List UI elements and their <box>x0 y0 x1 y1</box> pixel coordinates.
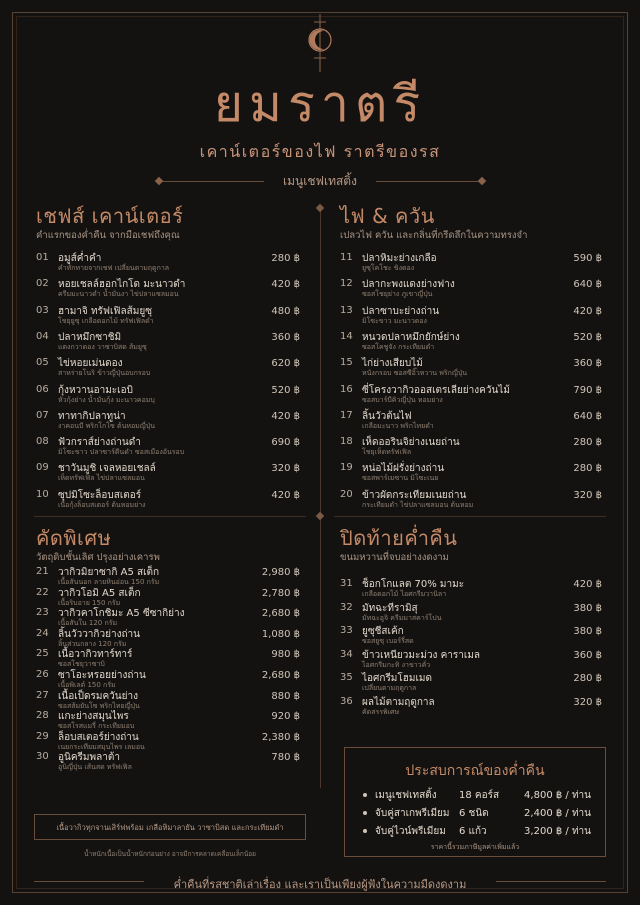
menu-item-name: ไอศกรีมโฮมเมด <box>362 673 432 685</box>
menu-item-number: 07 <box>36 409 49 421</box>
menu-item-description: ยูซุโคโชะ ขิงดอง <box>362 264 415 272</box>
menu-item-description: เนื้อสันนอก ลายหินอ่อน 150 กรัม <box>58 578 160 586</box>
menu-item-price: 2,680 ฿ <box>261 608 300 620</box>
experience-qty: 6 ชนิด <box>459 808 489 819</box>
experience-box <box>344 747 606 857</box>
experience-note: ราคานี้รวมภาษีมูลค่าเพิ่มแล้ว <box>430 843 520 851</box>
menu-item-description: ซอสโชยุวาซาบิ <box>58 660 105 669</box>
menu-item-name: ช็อกโกแลต 70% มามะ <box>362 579 465 590</box>
menu-item-price: 380 ฿ <box>573 602 602 614</box>
menu-item-price: 320 ฿ <box>573 697 602 708</box>
menu-item-number: 13 <box>340 304 353 316</box>
menu-item <box>340 277 602 303</box>
weight-footnote: น้ำหนักเนื้อเป็นน้ำหนักก่อนย่าง อาจมีการคลาดเคลื่อนเล็กน้อย <box>84 850 256 858</box>
menu-item-name: เห็ดออรินจิย่างเนยถ่าน <box>362 437 460 449</box>
menu-item-number: 27 <box>36 689 49 701</box>
column-divider <box>320 208 321 788</box>
menu-item <box>36 356 300 382</box>
menu-item-description: งาคอนบี พริกโกโซ ต้นหอมญี่ปุ่น <box>58 421 155 430</box>
menu-item-description: แตงกวาดอง วาซาบิสด ส้มยูซุ <box>58 342 147 351</box>
menu-item-number: 12 <box>340 278 353 290</box>
menu-item-name: ลิ้นวัวต้นไฟ <box>362 410 412 422</box>
menu-item <box>340 383 602 409</box>
menu-item-number: 09 <box>36 462 49 474</box>
menu-item-price: 2,380 ฿ <box>261 731 300 743</box>
tagline: เคาน์เตอร์ของไฟ ราตรีของรส <box>199 142 441 161</box>
menu-item-description: คำทักทายจากเชฟ เปลี่ยนตามฤดูกาล <box>58 264 170 272</box>
menu-item <box>36 304 300 330</box>
menu-item-description: ครีมมะนาวดำ น้ำมันงา ไข่ปลาแซลมอน <box>58 290 179 299</box>
experience-row <box>363 788 591 802</box>
menu-item-name: ฮามาจิ ทรัฟเฟิลส้มยูซุ <box>58 305 152 317</box>
experience-row <box>363 806 591 820</box>
menu-item-price: 590 ฿ <box>573 253 602 264</box>
experience-name: เมนูเชฟเทสติ้ง <box>375 790 437 801</box>
menu-item-description: ลิ้นส่วนกลาง 120 กรัม <box>58 639 127 648</box>
menu-item-price: 2,780 ฿ <box>261 587 300 599</box>
section-separator-left <box>34 516 306 517</box>
menu-item-name: ยูซุชีสเค้ก <box>362 626 404 638</box>
wagyu-note-box <box>34 814 306 840</box>
section-subtitle-fire-smoke: เปลวไฟ ควัน และกลิ่นที่กรีดลึกในความทรงจำ <box>340 230 528 241</box>
bullet-icon <box>363 793 367 797</box>
menu-item-number: 08 <box>36 436 49 448</box>
menu-item <box>36 251 300 277</box>
menu-item-name: ลิ้นวัววากิวย่างถ่าน <box>58 628 140 640</box>
experience-row <box>363 824 591 838</box>
menu-item-number: 34 <box>340 648 353 660</box>
menu-item-number: 16 <box>340 383 353 395</box>
menu-item-description: เปลี่ยนตามฤดูกาล <box>362 684 417 693</box>
section-subtitle-dessert: ขนมหวานที่จบอย่างงดงาม <box>340 552 449 563</box>
menu-item-description: กระเทียมดำ ไข่ปลาแซลมอน ต้นหอม <box>362 500 474 509</box>
menu-item-number: 18 <box>340 436 353 448</box>
menu-item <box>340 601 602 627</box>
menu-item <box>340 577 602 603</box>
menu-name: เมนูเชฟเทสติ้ง <box>283 174 357 188</box>
menu-item-price: 1,080 ฿ <box>261 628 300 640</box>
crescent-moon-logo-icon <box>302 14 338 72</box>
menu-item-number: 01 <box>36 252 49 263</box>
menu-item-name: แกะย่างสมุนไพร <box>58 711 129 723</box>
menu-item-name: อมูส์ค่ำคำ <box>58 253 102 264</box>
menu-item-description: ซอสยูซุ เบอร์รี่สด <box>362 637 414 646</box>
menu-item <box>36 488 300 514</box>
menu-item <box>36 435 300 461</box>
menu-item-price: 280 ฿ <box>573 437 602 449</box>
menu-item-name: ซุปมิโซะล็อบสเตอร์ <box>58 489 142 501</box>
menu-item-price: 280 ฿ <box>573 673 602 685</box>
menu-item-description: ซอสโรสแมรี่ กระเทียมอบ <box>58 722 135 731</box>
section-subtitle-special: วัตถุดิบชั้นเลิศ ปรุงอย่างเคารพ <box>36 552 160 563</box>
experience-price: 4,800 ฿ / ท่าน <box>524 790 591 801</box>
menu-item-name: ไข่หอยเม่นดอง <box>58 358 123 370</box>
menu-item-price: 480 ฿ <box>271 305 300 317</box>
menu-item-description: หัวกุ้งย่าง น้ำมันกุ้ง มะนาวคอมบุ <box>58 395 155 404</box>
menu-item-number: 15 <box>340 357 353 369</box>
menu-item-price: 280 ฿ <box>271 253 300 264</box>
menu-item-price: 420 ฿ <box>271 410 300 422</box>
menu-item-price: 520 ฿ <box>573 331 602 343</box>
menu-item-price: 420 ฿ <box>573 579 602 590</box>
menu-item-description: สาหร่ายโนริ ข้าวญี่ปุ่นอบกรอบ <box>58 369 151 378</box>
menu-item-description: มิโซะขาว ปลาซาร์ดีนดำ ซอสเมืองอันรอบ <box>58 448 185 457</box>
menu-item-description: อูนิญี่ปุ่น เส้นสด ทรัฟเฟิล <box>58 763 132 772</box>
menu-item-price: 420 ฿ <box>573 305 602 317</box>
menu-item-description: ซอสพาร์เมซาน มิโซะเนย <box>362 474 439 483</box>
menu-item-price: 420 ฿ <box>271 489 300 501</box>
menu-item-price: 2,980 ฿ <box>261 567 300 578</box>
menu-item <box>340 251 602 277</box>
menu-item-description: คัดสรรพิเศษ <box>362 708 400 716</box>
section-title-chefs-counter: เชฟส์ เคาน์เตอร์ <box>36 204 184 228</box>
menu-item-description: เกลือดอกไม้ ไอศกรีมวานิลา <box>362 590 447 598</box>
menu-item-number: 25 <box>36 648 49 660</box>
menu-item <box>36 409 300 435</box>
menu-item-price: 380 ฿ <box>573 626 602 638</box>
menu-item-price: 320 ฿ <box>573 489 602 501</box>
section-title-fire-smoke: ไฟ & ควัน <box>340 204 435 228</box>
menu-item-price: 2,680 ฿ <box>261 670 300 681</box>
menu-item-name: วากิวคาโกชิมะ A5 ซีซากิย่าง <box>58 608 185 620</box>
menu-item-number: 10 <box>36 488 49 500</box>
menu-item-name: ฟัวกราส์ย่างถ่านดำ <box>58 437 141 449</box>
menu-item-number: 11 <box>340 252 353 263</box>
section-subtitle-chefs-counter: คำแรกของค่ำคืน จากมือเชฟถึงคุณ <box>36 230 180 241</box>
menu-item-name: เนื้อเป็ดรมควันย่าง <box>58 690 138 702</box>
bullet-icon <box>363 829 367 833</box>
menu-item-name: อูนิครีมพลาต้า <box>58 752 120 764</box>
menu-item-price: 640 ฿ <box>573 279 602 291</box>
menu-item-price: 320 ฿ <box>271 463 300 475</box>
menu-item-name: หน่อไม้ฝรั่งย่างถ่าน <box>362 463 445 475</box>
menu-item-name: วากิวโอมิ A5 สเต็ก <box>58 587 141 599</box>
menu-item-number: 06 <box>36 383 49 395</box>
menu-item-description: เห็ดทรัฟเฟิล ไข่ปลาแซลมอน <box>58 474 145 483</box>
section-separator-right <box>334 516 606 517</box>
menu-item-name: ชาวันมูชิ เจลหอยเชลล์ <box>58 463 156 475</box>
menu-item <box>340 435 602 461</box>
menu-item-price: 280 ฿ <box>573 463 602 475</box>
menu-item-number: 22 <box>36 586 49 598</box>
menu-item-name: ปลาหมึกซาชิมิ <box>58 331 122 343</box>
menu-item-price: 420 ฿ <box>271 279 300 291</box>
menu-item-description: เกลือมะนาว พริกไทยดำ <box>362 421 434 430</box>
menu-item-price: 620 ฿ <box>271 358 300 370</box>
experience-price: 3,200 ฿ / ท่าน <box>524 826 591 837</box>
menu-item-description: มัทฉะอูจิ ครีมมาสคาร์โปน <box>362 613 442 622</box>
bullet-icon <box>363 811 367 815</box>
menu-item-name: วากิวมิยาซากิ A5 สเต็ก <box>58 567 160 578</box>
menu-item-price: 360 ฿ <box>573 358 602 370</box>
menu-item <box>340 356 602 382</box>
menu-item-number: 23 <box>36 607 49 619</box>
menu-item-name: ข้าวเหนียวมะม่วง คาราเมล <box>362 649 481 661</box>
menu-item-price: 360 ฿ <box>573 649 602 661</box>
menu-item <box>36 750 300 776</box>
menu-item-name: ซาโอะหรอยย่างถ่าน <box>58 670 146 681</box>
experience-name: จับคู่ไวน์พรีเมียม <box>375 826 446 837</box>
menu-item <box>340 648 602 674</box>
menu-item-number: 24 <box>36 627 49 639</box>
banner-rule-right <box>376 181 480 182</box>
menu-item <box>340 695 602 721</box>
menu-item-name: ปลาหิมะย่างเกลือ <box>362 253 437 264</box>
restaurant-title: ยมราตรี <box>213 75 427 133</box>
experience-qty: 18 คอร์ส <box>459 790 500 801</box>
menu-item-number: 14 <box>340 330 353 342</box>
menu-item-number: 20 <box>340 488 353 500</box>
menu-item-name: หนวดปลาหมึกยักษ์ย่าง <box>362 331 460 343</box>
menu-name-banner <box>0 172 640 192</box>
section-title-special: คัดพิเศษ <box>36 526 112 550</box>
menu-item <box>340 488 602 514</box>
menu-item <box>340 409 602 435</box>
menu-item-name: ไก่ย่างเสียบไม้ <box>362 358 423 370</box>
menu-item-price: 880 ฿ <box>271 690 300 702</box>
menu-item <box>36 383 300 409</box>
menu-item <box>340 461 602 487</box>
menu-item-number: 36 <box>340 696 353 707</box>
menu-item-price: 520 ฿ <box>271 384 300 396</box>
menu-item-description: ซอสบาร์บีคิวญี่ปุ่น หอมย่าง <box>362 395 443 404</box>
menu-item-number: 26 <box>36 669 49 680</box>
menu-item-description: เนื้อพิเลต์ 150 กรัม <box>58 681 116 689</box>
menu-item-number: 35 <box>340 672 353 684</box>
menu-item-name: ปลากะพงแดงย่างฟาง <box>362 279 455 291</box>
menu-item-name: ปลาซาบะย่างถ่าน <box>362 305 440 317</box>
menu-item-price: 690 ฿ <box>271 437 300 449</box>
menu-item-description: โชยุยูซุ เกลือดอกไม้ ทรัฟเฟิลดำ <box>58 316 154 325</box>
menu-item-number: 17 <box>340 409 353 421</box>
menu-item-price: 780 ฿ <box>271 752 300 764</box>
menu-item-number: 05 <box>36 357 49 369</box>
menu-item-number: 29 <box>36 730 49 742</box>
menu-item-description: ซอสส้มยันโซ พริกไทยญี่ปุ่น <box>58 701 140 710</box>
menu-item-number: 33 <box>340 625 353 637</box>
menu-item <box>36 277 300 303</box>
menu-item <box>36 330 300 356</box>
menu-item-name: เนื้อวากิวทาร์ทาร์ <box>58 649 133 661</box>
menu-item-number: 30 <box>36 751 49 763</box>
menu-item-name: ผลไม้ตามฤดูกาล <box>362 697 435 708</box>
menu-item-number: 32 <box>340 601 353 613</box>
footer-rule-right <box>496 881 606 882</box>
menu-item-description: ไอศกรีมกะทิ งาขาวคั่ว <box>362 660 431 669</box>
menu-item-price: 980 ฿ <box>271 649 300 661</box>
menu-item-price: 920 ฿ <box>271 711 300 723</box>
menu-item-number: 02 <box>36 278 49 290</box>
menu-item-name: ทาทากิปลาทูน่า <box>58 410 126 422</box>
menu-item-description: โชยุเห็ดทรัฟเฟิล <box>362 448 412 457</box>
menu-item-number: 04 <box>36 330 49 342</box>
menu-item <box>340 304 602 330</box>
menu-item-name: ซี่โครงวากิวออสเตรเลียย่างควันไม้ <box>362 384 510 396</box>
menu-item-description: หนังกรอบ ซอสซีอิ๊วหวาน พริกญี่ปุ่น <box>362 369 468 378</box>
section-title-dessert: ปิดท้ายค่ำคืน <box>340 526 458 550</box>
menu-item <box>340 330 602 356</box>
menu-item <box>36 461 300 487</box>
menu-item-price: 790 ฿ <box>573 384 602 396</box>
menu-item-number: 31 <box>340 578 353 589</box>
menu-item-price: 360 ฿ <box>271 331 300 343</box>
menu-item-description: เนื้อสันใน 120 กรัม <box>58 619 118 628</box>
menu-item-name: กุ้งหวานอามะเอบิ <box>58 384 133 396</box>
menu-item-name: ล็อบสเตอร์ย่างถ่าน <box>58 731 139 743</box>
wagyu-note: เนื้อวากิวทุกจานเสิร์ฟพร้อม เกลือหิมาลายัน วาซาบิสด และกระเทียมดำ <box>56 823 284 832</box>
menu-item <box>340 624 602 650</box>
menu-item-description: ซอสโคชูจัง กระเทียมดำ <box>362 342 435 351</box>
experience-name: จับคู่สาเกพรีเมียม <box>375 808 450 819</box>
footer-tagline: ค่ำคืนที่รสชาติเล่าเรื่อง และเราเป็นเพียงผู้ฟังในความมืดงดงาม <box>173 878 467 891</box>
experience-price: 2,400 ฿ / ท่าน <box>524 808 591 819</box>
menu-item-description: เนื้อริบอาย 150 กรัม <box>58 598 121 607</box>
menu-item-number: 28 <box>36 710 49 722</box>
menu-item-number: 19 <box>340 462 353 474</box>
menu-item-description: เนื้อกุ้งล็อบสเตอร์ ต้นหอมย่าง <box>58 500 146 509</box>
menu-item <box>340 671 602 697</box>
menu-item-description: เนยกระเทียมสมุนไพร เลมอน <box>58 742 145 751</box>
menu-item-description: ซอสโชยุย่าง ภูเขาญี่ปุ่น <box>362 290 433 299</box>
menu-item-number: 03 <box>36 304 49 316</box>
experience-qty: 6 แก้ว <box>459 826 487 837</box>
menu-item-number: 21 <box>36 566 49 577</box>
menu-item-name: มัทฉะทีรามิสุ <box>362 602 418 614</box>
menu-item-name: ข้าวผัดกระเทียมเนยถ่าน <box>362 489 467 501</box>
menu-item-name: หอยเชลล์ฮอกไกโด มะนาวดำ <box>58 279 186 291</box>
experience-title: ประสบการณ์ของค่ำคืน <box>405 763 545 779</box>
menu-item-price: 640 ฿ <box>573 410 602 422</box>
menu-item-description: มิโซะขาว มะนาวดอง <box>362 316 427 325</box>
